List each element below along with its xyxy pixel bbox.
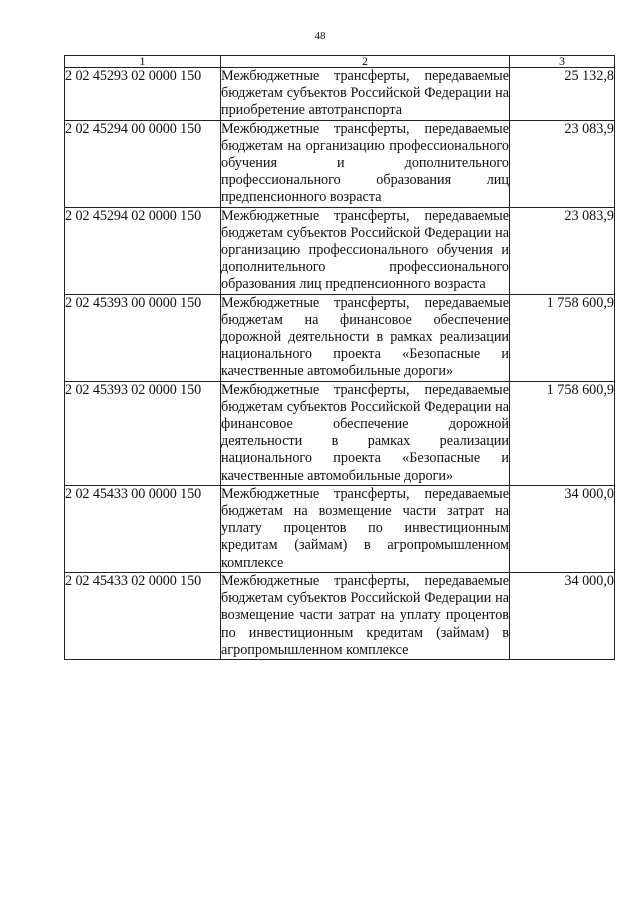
budget-description: Межбюджетные трансферты, передаваемые бюджетам субъектов Российской Федерации на возмещение части затрат на уплату процентов по инвестиционным кредитам (займам) в агропромышленном комплексе <box>221 572 509 658</box>
budget-description: Межбюджетные трансферты, передаваемые бюджетам субъектов Российской Федерации на приобретение автотранспорта <box>221 68 509 119</box>
budget-description: Межбюджетные трансферты, передаваемые бюджетам субъектов Российской Федерации на финансовое обеспечение дорожной деятельности в рамках реализации национального проекта «Безопасные и качественные автомобильные дороги» <box>221 381 509 484</box>
budget-description: Межбюджетные трансферты, передаваемые бюджетам на организацию профессионального обучения и дополнительного профессионального образования лиц предпенсионного возраста <box>221 120 509 206</box>
table-row <box>65 381 615 485</box>
page-number: 48 <box>314 30 326 42</box>
table-row <box>65 572 615 659</box>
table-row <box>65 485 615 572</box>
budget-amount: 23 083,9 <box>510 207 615 294</box>
budget-code: 2 02 45294 00 0000 150 <box>65 120 221 207</box>
budget-description: Межбюджетные трансферты, передаваемые бюджетам субъектов Российской Федерации на организацию профессионального обучения и дополнительного профессионального образования лиц предпенсионного возраста <box>221 207 509 293</box>
table-header-row <box>65 56 615 68</box>
budget-code: 2 02 45433 00 0000 150 <box>65 485 221 572</box>
table-row <box>65 207 615 294</box>
table-row <box>65 68 615 121</box>
budget-amount: 25 132,8 <box>510 68 615 121</box>
budget-code: 2 02 45393 00 0000 150 <box>65 294 221 381</box>
budget-description: Межбюджетные трансферты, передаваемые бюджетам на финансовое обеспечение дорожной деятельности в рамках реализации национального проекта «Безопасные и качественные автомобильные дороги» <box>221 294 509 380</box>
column-header-amount: 3 <box>510 56 615 68</box>
column-header-description: 2 <box>221 56 510 68</box>
budget-code: 2 02 45293 02 0000 150 <box>65 68 221 121</box>
budget-amount: 34 000,0 <box>510 572 615 659</box>
budget-code: 2 02 45393 02 0000 150 <box>65 381 221 485</box>
budget-description: Межбюджетные трансферты, передаваемые бюджетам на возмещение части затрат на уплату процентов по инвестиционным кредитам (займам) в агропромышленном комплексе <box>221 485 509 571</box>
budget-amount: 34 000,0 <box>510 485 615 572</box>
column-header-code: 1 <box>65 56 221 68</box>
budget-amount: 1 758 600,9 <box>510 294 615 381</box>
table-row <box>65 294 615 381</box>
budget-code: 2 02 45433 02 0000 150 <box>65 572 221 659</box>
table-row <box>65 120 615 207</box>
budget-amount: 1 758 600,9 <box>510 381 615 485</box>
budget-amount: 23 083,9 <box>510 120 615 207</box>
budget-table <box>64 55 615 660</box>
budget-code: 2 02 45294 02 0000 150 <box>65 207 221 294</box>
